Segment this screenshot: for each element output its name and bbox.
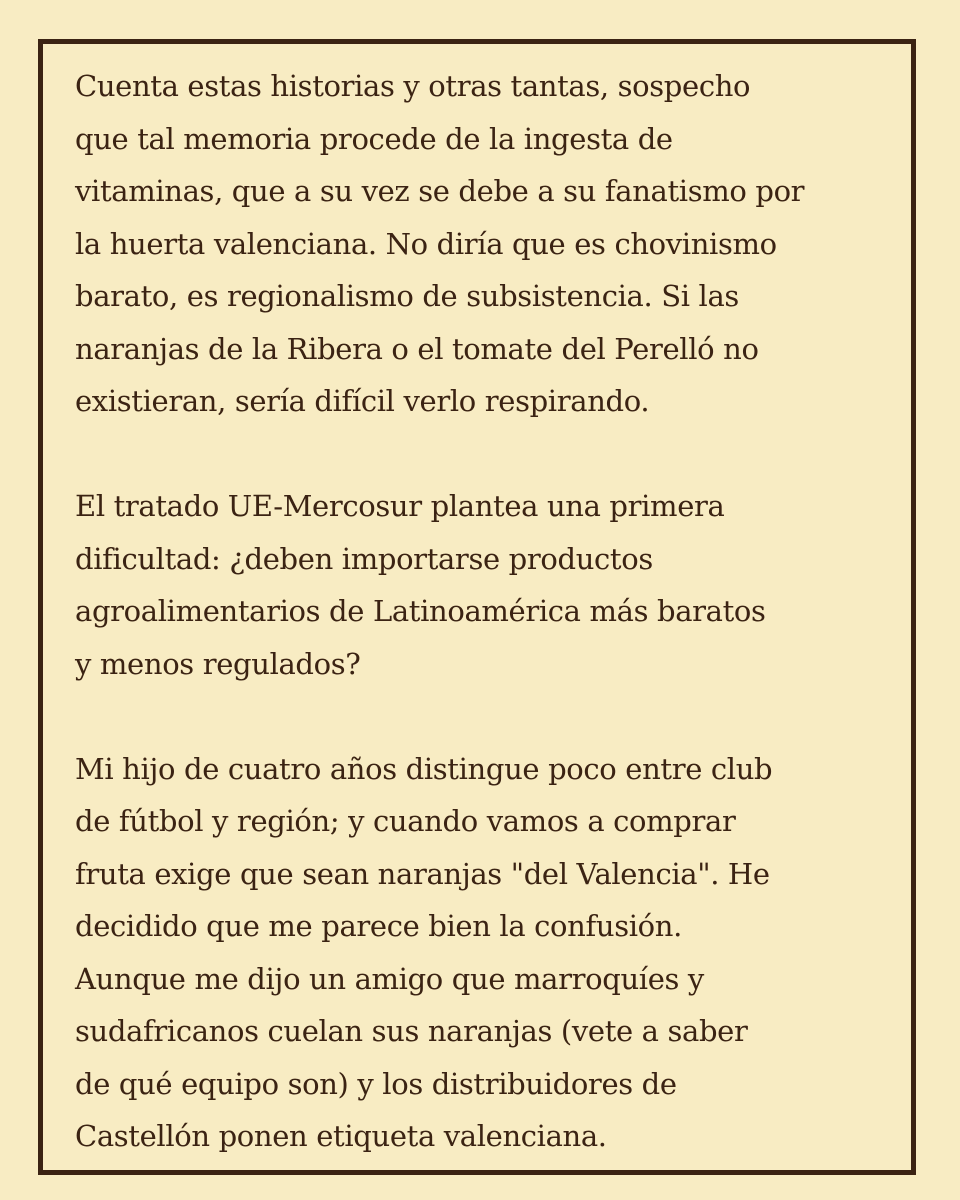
paragraph-line: fruta exige que sean naranjas "del Valencia". He (75, 856, 770, 891)
paragraph-line: vitaminas, que a su vez se debe a su fanatismo por (75, 174, 805, 208)
paragraph-line: El tratado UE-Mercosur plantea una primera (75, 489, 725, 523)
paragraph-1 (75, 60, 893, 428)
paragraph-line: dificultad: ¿deben importarse productos (75, 541, 653, 576)
paragraph-line: y menos regulados? (75, 646, 361, 681)
paragraph-3 (75, 743, 893, 1163)
paragraph-line: barato, es regionalismo de subsistencia. Si las (75, 279, 739, 313)
paragraph-line: naranjas de la Ribera o el tomate del Perelló no (75, 331, 759, 366)
paragraph-line: que tal memoria procede de la ingesta de (75, 121, 673, 156)
paragraph-line: Mi hijo de cuatro años distingue poco entre club (75, 751, 773, 786)
paragraph-line: decidido que me parece bien la confusión. (75, 909, 682, 943)
paragraph-2 (75, 480, 893, 690)
paragraph-line: Cuenta estas historias y otras tantas, sospecho (75, 69, 751, 103)
paragraph-line: sudafricanos cuelan sus naranjas (vete a saber (75, 1014, 748, 1048)
paragraph-line: Castellón ponen etiqueta valenciana. (75, 1119, 607, 1153)
paragraph-line: existieran, sería difícil verlo respirando. (75, 384, 650, 418)
paragraph-line: de fútbol y región; y cuando vamos a comprar (75, 804, 736, 838)
paragraph-line: agroalimentarios de Latinoamérica más baratos (75, 594, 766, 628)
paragraph-line: Aunque me dijo un amigo que marroquíes y (75, 961, 704, 996)
article-text (75, 60, 893, 1163)
text-frame (38, 39, 916, 1175)
paragraph-line: la huerta valenciana. No diría que es chovinismo (75, 226, 777, 261)
paragraph-line: de qué equipo son) y los distribuidores de (75, 1066, 677, 1101)
